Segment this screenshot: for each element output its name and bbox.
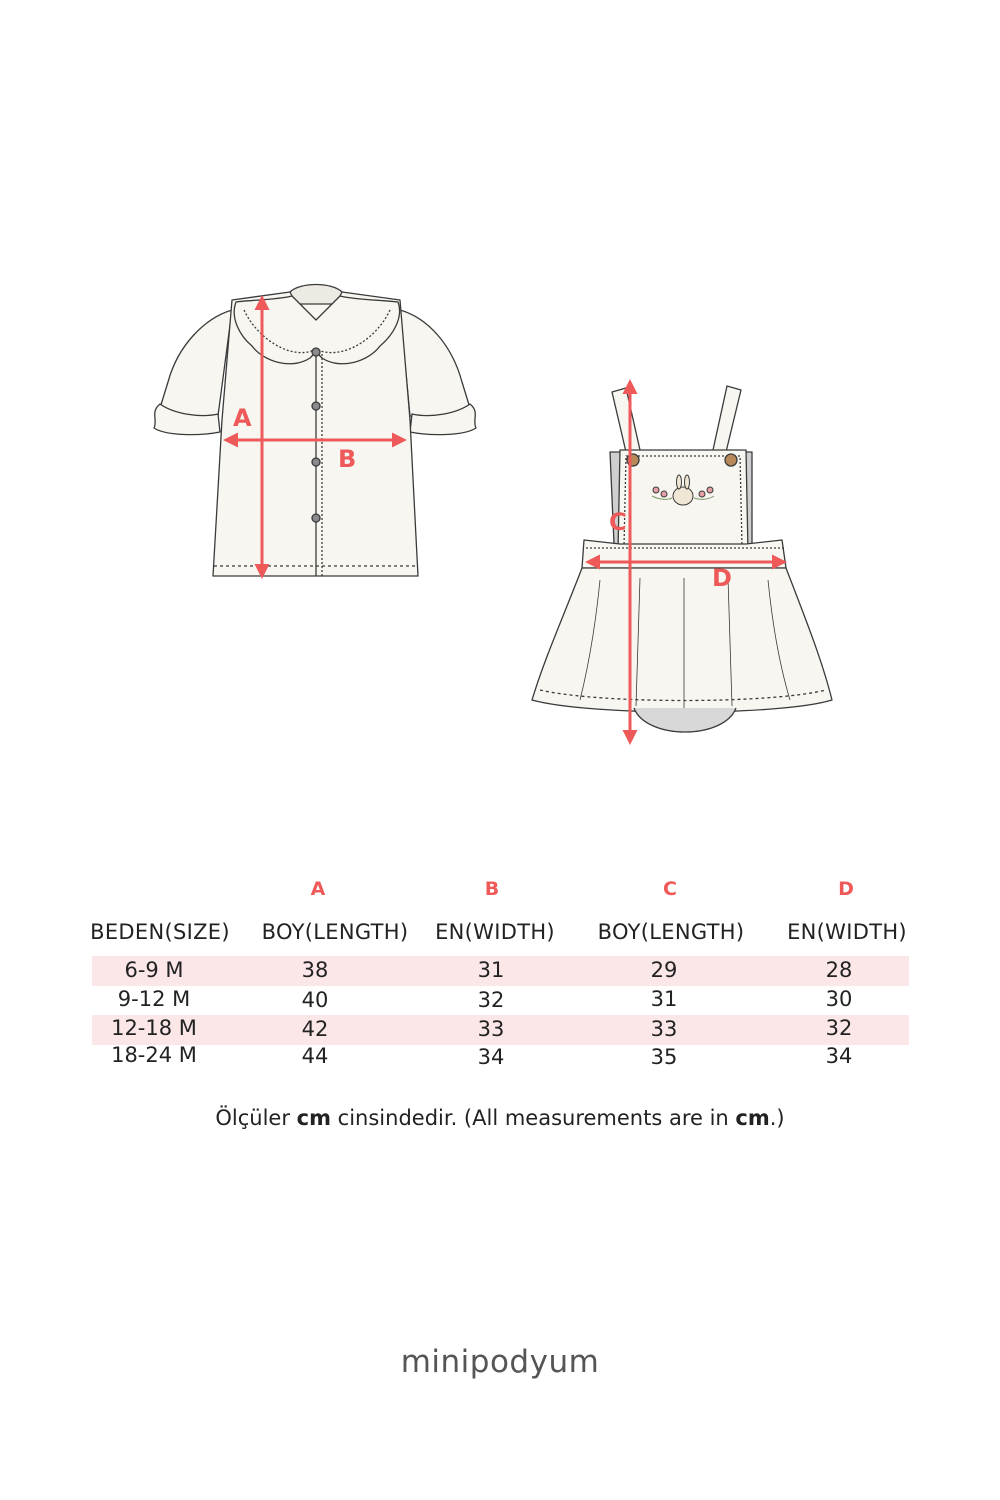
value-cell: 34 — [477, 1045, 505, 1069]
value-cell: 40 — [301, 988, 329, 1012]
header-a: BOY(LENGTH) — [261, 920, 409, 944]
header-b: EN(WIDTH) — [435, 920, 555, 944]
column-letter-d: D — [838, 878, 854, 900]
value-cell: 30 — [825, 987, 853, 1011]
measurement-unit-note — [0, 1106, 1000, 1130]
header-d: EN(WIDTH) — [787, 920, 907, 944]
romper-drawing — [532, 386, 832, 732]
blouse-left-sleeve — [160, 310, 232, 417]
romper-left-strap — [612, 388, 640, 452]
brand-logo: minipodyum — [400, 1344, 600, 1380]
dimension-c-label: C — [609, 508, 627, 536]
blouse-drawing — [154, 285, 476, 577]
size-cell: 18-24 M — [111, 1043, 197, 1067]
size-cell: 6-9 M — [124, 958, 184, 982]
value-cell: 28 — [825, 958, 853, 982]
blouse-button — [312, 348, 320, 356]
dimension-a-label: A — [233, 404, 252, 432]
value-cell: 33 — [477, 1017, 505, 1041]
blouse-button — [312, 402, 320, 410]
header-c: BOY(LENGTH) — [597, 920, 745, 944]
column-letter-b: B — [484, 878, 500, 900]
note-text: Ölçüler — [215, 1106, 297, 1130]
romper-waistband — [582, 540, 786, 568]
size-cell: 9-12 M — [117, 987, 191, 1011]
blouse-right-sleeve — [400, 310, 470, 417]
note-text: cinsindedir. (All measurements are in — [331, 1106, 736, 1130]
value-cell: 33 — [650, 1017, 678, 1041]
value-cell: 42 — [301, 1017, 329, 1041]
value-cell: 34 — [825, 1044, 853, 1068]
value-cell: 31 — [477, 958, 505, 982]
dimension-b-label: B — [338, 445, 357, 473]
blouse-button — [312, 458, 320, 466]
value-cell: 32 — [825, 1016, 853, 1040]
size-cell: 12-18 M — [111, 1016, 197, 1040]
note-unit-bold: cm — [296, 1106, 331, 1130]
blouse-button — [312, 514, 320, 522]
note-text: .) — [769, 1106, 785, 1130]
value-cell: 32 — [477, 988, 505, 1012]
dimension-d-label: D — [712, 564, 732, 592]
value-cell: 35 — [650, 1045, 678, 1069]
header-size: BEDEN(SIZE) — [90, 920, 230, 944]
column-letter-a: A — [310, 878, 326, 900]
value-cell: 31 — [650, 987, 678, 1011]
value-cell: 38 — [301, 958, 329, 982]
column-letter-c: C — [663, 878, 677, 900]
value-cell: 44 — [301, 1044, 329, 1068]
romper-button — [725, 454, 737, 466]
note-unit-bold: cm — [735, 1106, 770, 1130]
value-cell: 29 — [650, 958, 678, 982]
romper-right-strap — [713, 386, 741, 452]
